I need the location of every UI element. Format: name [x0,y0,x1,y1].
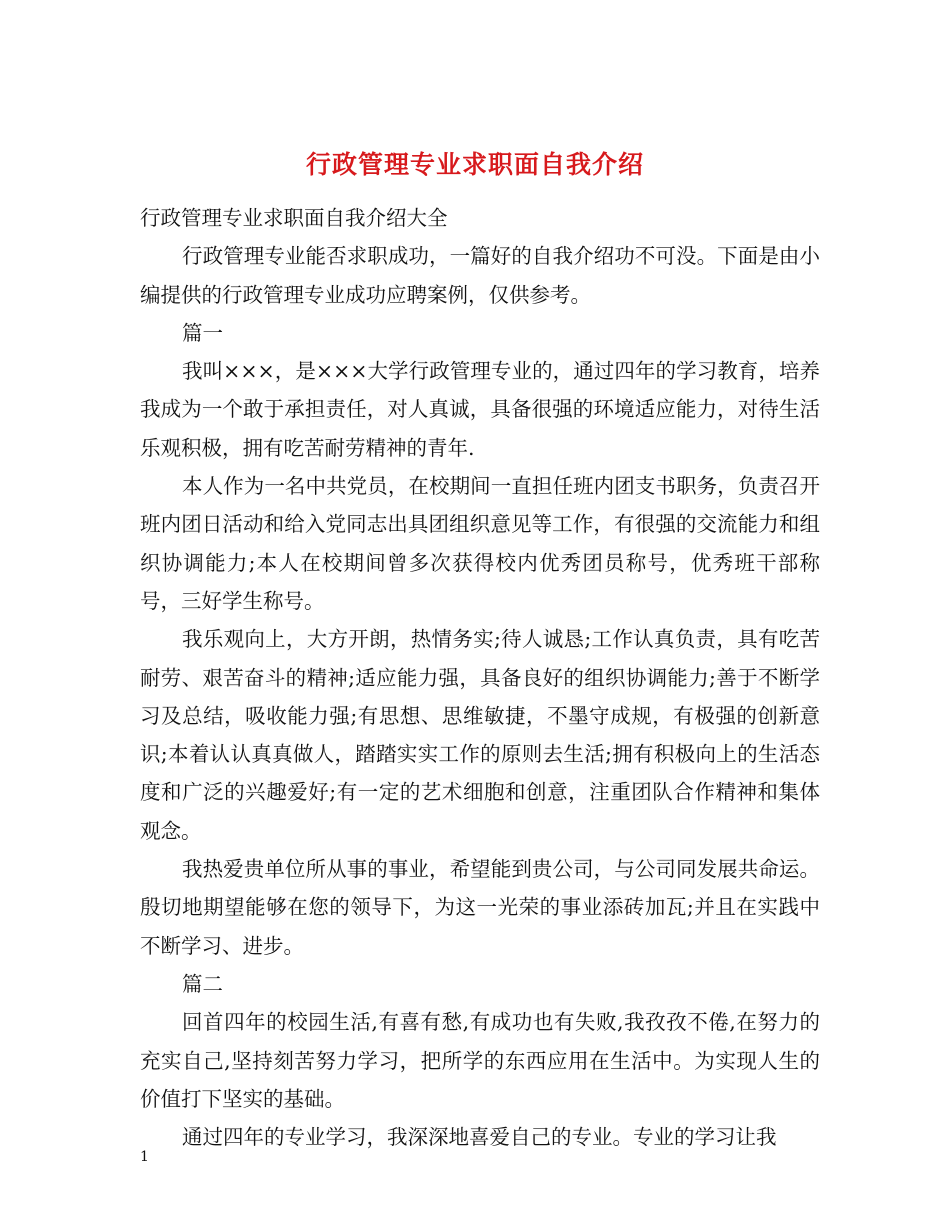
paragraph: 我乐观向上，大方开朗，热情务实;待人诚恳;工作认真负责，具有吃苦耐劳、艰苦奋斗的精神;适应能力强，具备良好的组织协调能力;善于不断学习及总结，吸收能力强;有思想、思维敏捷，不墨守成规，有极强的创新意识;本着认认真真做人，踏踏实实工作的原则去生活;拥有积极向上的生活态度和广泛的兴趣爱好;有一定的艺术细胞和创意，注重团队合作精神和集体观念。 [140,627,820,843]
paragraph: 本人作为一名中共党员，在校期间一直担任班内团支书职务，负责召开班内团日活动和给入党同志出具团组织意见等工作，有很强的交流能力和组织协调能力;本人在校期间曾多次获得校内优秀团员称号，优秀班干部称号，三好学生称号。 [140,474,820,613]
page-number: 1 [140,1149,149,1165]
section-heading-1: 篇一 [182,320,223,345]
paragraph-intro: 行政管理专业能否求职成功，一篇好的自我介绍功不可没。下面是由小编提供的行政管理专业成功应聘案例，仅供参考。 [140,244,820,307]
document-subtitle: 行政管理专业求职面自我介绍大全 [140,206,448,230]
document-body [140,199,820,1156]
paragraph: 通过四年的专业学习，我深深地喜爱自己的专业。专业的学习让我 [182,1125,777,1150]
paragraph: 我叫×××，是×××大学行政管理专业的，通过四年的学习教育，培养我成为一个敢于承担责任，对人真诚，具备很强的环境适应能力，对待生活乐观积极，拥有吃苦耐劳精神的青年. [140,359,820,460]
section-heading-2: 篇二 [182,971,223,996]
document-title: 行政管理专业求职面自我介绍 [305,149,644,179]
paragraph: 回首四年的校园生活,有喜有愁,有成功也有失败,我孜孜不倦,在努力的充实自己,坚持刻苦努力学习，把所学的东西应用在生活中。为实现人生的价值打下坚实的基础。 [140,1010,820,1111]
paragraph: 我热爱贵单位所从事的事业，希望能到贵公司，与公司同发展共命运。殷切地期望能够在您的领导下，为这一光荣的事业添砖加瓦;并且在实践中不断学习、进步。 [140,857,820,958]
